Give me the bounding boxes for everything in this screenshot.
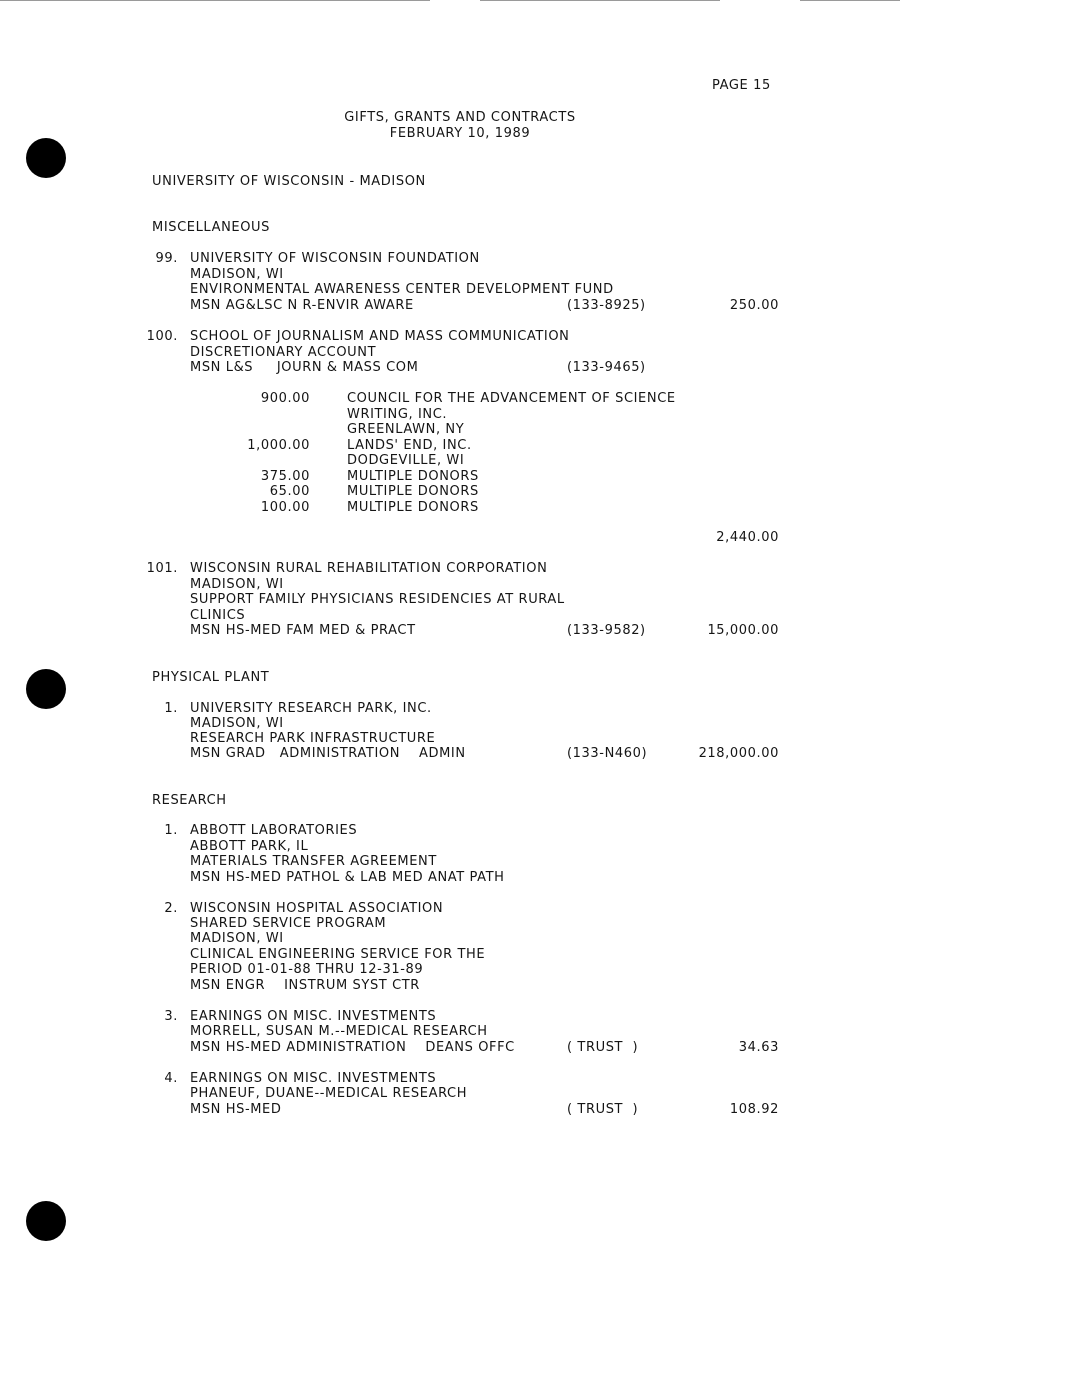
entry-amount: 15,000.00 xyxy=(707,623,779,638)
entry-amount: 34.63 xyxy=(738,1040,779,1055)
donor-line: COUNCIL FOR THE ADVANCEMENT OF SCIENCE xyxy=(347,391,676,406)
entry-amount: 250.00 xyxy=(729,298,779,313)
entry-line: SHARED SERVICE PROGRAM xyxy=(190,916,387,931)
donor-line: MULTIPLE DONORS xyxy=(347,484,479,499)
entry-line: DISCRETIONARY ACCOUNT xyxy=(190,345,377,360)
entry-line: MSN HS-MED FAM MED & PRACT xyxy=(190,623,416,638)
entry-line: MADISON, WI xyxy=(190,931,284,946)
entry-amount: 218,000.00 xyxy=(698,746,779,761)
donor-line: DODGEVILLE, WI xyxy=(347,453,465,468)
entry-line: ABBOTT LABORATORIES xyxy=(190,823,358,838)
entry-line: MADISON, WI xyxy=(190,577,284,592)
entry-number: 101. xyxy=(146,561,178,576)
entry-line: EARNINGS ON MISC. INVESTMENTS xyxy=(190,1071,437,1086)
entry-line: SCHOOL OF JOURNALISM AND MASS COMMUNICATION xyxy=(190,329,570,344)
entry-line: CLINICS xyxy=(190,608,246,623)
institution-name: UNIVERSITY OF WISCONSIN - MADISON xyxy=(152,174,426,189)
entry-number: 4. xyxy=(164,1071,178,1086)
section-heading-miscellaneous: MISCELLANEOUS xyxy=(152,220,271,235)
entry-line: MORRELL, SUSAN M.--MEDICAL RESEARCH xyxy=(190,1024,488,1039)
entry-line: MSN ENGR INSTRUM SYST CTR xyxy=(190,978,420,993)
entry-line: UNIVERSITY OF WISCONSIN FOUNDATION xyxy=(190,251,480,266)
entry-number: 1. xyxy=(164,701,178,716)
account-number: (133-9582) xyxy=(567,623,646,638)
account-number: ( TRUST ) xyxy=(567,1102,639,1117)
entry-line: ABBOTT PARK, IL xyxy=(190,839,309,854)
account-number: (133-8925) xyxy=(567,298,646,313)
entry-line: ENVIRONMENTAL AWARENESS CENTER DEVELOPMENT FUND xyxy=(190,282,614,297)
section-heading-research: RESEARCH xyxy=(152,793,227,808)
punch-hole-bottom xyxy=(26,1201,66,1241)
donor-line: MULTIPLE DONORS xyxy=(347,469,479,484)
donation-amount: 375.00 xyxy=(260,469,310,484)
report-title: GIFTS, GRANTS AND CONTRACTS xyxy=(344,110,576,125)
entry-line: PHANEUF, DUANE--MEDICAL RESEARCH xyxy=(190,1086,468,1101)
entry-line: PERIOD 01-01-88 THRU 12-31-89 xyxy=(190,962,424,977)
section-heading-physical-plant: PHYSICAL PLANT xyxy=(152,670,270,685)
donation-amount: 100.00 xyxy=(260,500,310,515)
entry-line: UNIVERSITY RESEARCH PARK, INC. xyxy=(190,701,432,716)
entry-total: 2,440.00 xyxy=(716,530,779,545)
entry-line: MSN GRAD ADMINISTRATION ADMIN xyxy=(190,746,466,761)
donor-line: MULTIPLE DONORS xyxy=(347,500,479,515)
entry-number: 99. xyxy=(155,251,178,266)
top-scan-line xyxy=(0,0,430,1)
donation-amount: 65.00 xyxy=(269,484,310,499)
punch-hole-top xyxy=(26,138,66,178)
entry-line: RESEARCH PARK INFRASTRUCTURE xyxy=(190,731,436,746)
account-number: ( TRUST ) xyxy=(567,1040,639,1055)
entry-line: MSN HS-MED ADMINISTRATION DEANS OFFC xyxy=(190,1040,515,1055)
top-scan-line xyxy=(480,0,720,1)
page-number: PAGE 15 xyxy=(712,78,771,93)
entry-number: 2. xyxy=(164,901,178,916)
entry-number: 3. xyxy=(164,1009,178,1024)
account-number: (133-N460) xyxy=(567,746,648,761)
entry-line: MATERIALS TRANSFER AGREEMENT xyxy=(190,854,437,869)
entry-line: MADISON, WI xyxy=(190,267,284,282)
entry-line: MSN HS-MED xyxy=(190,1102,282,1117)
donor-line: LANDS' END, INC. xyxy=(347,438,472,453)
entry-line: MSN L&S JOURN & MASS COM xyxy=(190,360,419,375)
report-date: FEBRUARY 10, 1989 xyxy=(389,126,531,141)
donor-line: GREENLAWN, NY xyxy=(347,422,465,437)
entry-line: MSN AG&LSC N R-ENVIR AWARE xyxy=(190,298,414,313)
entry-number: 100. xyxy=(146,329,178,344)
top-scan-line xyxy=(800,0,900,1)
entry-line: CLINICAL ENGINEERING SERVICE FOR THE xyxy=(190,947,486,962)
donation-amount: 1,000.00 xyxy=(247,438,310,453)
entry-number: 1. xyxy=(164,823,178,838)
account-number: (133-9465) xyxy=(567,360,646,375)
entry-line: WISCONSIN HOSPITAL ASSOCIATION xyxy=(190,901,444,916)
entry-line: SUPPORT FAMILY PHYSICIANS RESIDENCIES AT RURAL xyxy=(190,592,565,607)
donor-line: WRITING, INC. xyxy=(347,407,448,422)
entry-line: MADISON, WI xyxy=(190,716,284,731)
entry-line: WISCONSIN RURAL REHABILITATION CORPORATION xyxy=(190,561,548,576)
donation-amount: 900.00 xyxy=(260,391,310,406)
entry-amount: 108.92 xyxy=(729,1102,779,1117)
entry-line: MSN HS-MED PATHOL & LAB MED ANAT PATH xyxy=(190,870,505,885)
entry-line: EARNINGS ON MISC. INVESTMENTS xyxy=(190,1009,437,1024)
punch-hole-middle xyxy=(26,669,66,709)
